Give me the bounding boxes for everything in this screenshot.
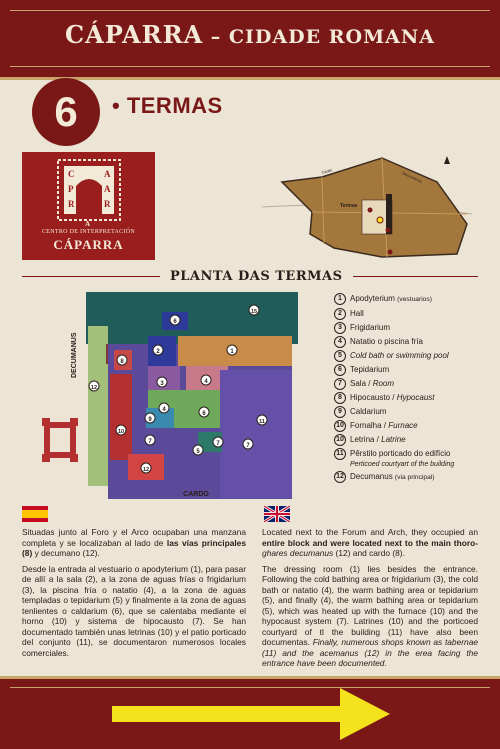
label-decumanus: DECUMANUS bbox=[71, 332, 78, 378]
room-label: 7 bbox=[246, 443, 250, 449]
direction-arrow-icon bbox=[112, 686, 392, 742]
legend-number: 6 bbox=[334, 364, 346, 376]
legend-item bbox=[334, 406, 494, 418]
section-number-badge: 6 bbox=[32, 78, 100, 146]
legend-number: 8 bbox=[334, 392, 346, 404]
room-label: 7 bbox=[216, 441, 220, 447]
map-label-termas: Termas bbox=[340, 203, 358, 209]
legend-number: 7 bbox=[334, 378, 346, 390]
legend-number: 9 bbox=[334, 406, 346, 418]
baths-floor-plan bbox=[38, 290, 300, 502]
location-map bbox=[262, 152, 472, 262]
legend-label: Frigidarium bbox=[350, 323, 391, 332]
legend-label: Tepidarium bbox=[350, 365, 390, 374]
legend-number: 10 bbox=[334, 420, 346, 432]
legend-item bbox=[334, 293, 494, 306]
legend-number: 1 bbox=[334, 293, 346, 305]
north-arrow-icon bbox=[444, 156, 450, 164]
page-title bbox=[0, 20, 500, 49]
title-main: CÁPARRA bbox=[65, 20, 204, 49]
english-text bbox=[262, 527, 478, 674]
legend-item bbox=[334, 392, 494, 404]
room-label: 7 bbox=[148, 439, 152, 445]
legend-item bbox=[334, 322, 494, 334]
room-label: 5 bbox=[196, 449, 200, 455]
es-paragraph-1: Situadas junto al Foro y el Arco ocupaban una manzana completa y se localizaban al lado de las vías principales (8) y decumano (12). bbox=[22, 527, 246, 558]
room-label: 1 bbox=[230, 349, 234, 355]
legend-number: 3 bbox=[334, 322, 346, 334]
plan-fragment-left bbox=[42, 418, 78, 462]
poi-marker bbox=[388, 250, 393, 255]
logo-subtitle: CENTRO DE INTERPRETACIÓN bbox=[41, 229, 136, 235]
legend-label: Hipocausto / Hypocaust bbox=[350, 393, 435, 402]
plan-title: PLANTA DAS TERMAS bbox=[160, 269, 353, 284]
legend-label: Caldarium bbox=[350, 407, 387, 416]
logo-letter: A bbox=[85, 220, 91, 228]
legend-label: Natatio o piscina fría bbox=[350, 337, 423, 346]
en-paragraph-2: The dressing room (1) lies besides the entrance. Following the cold bathing area or frigidarium (3), the cold bath or natatio (4), the warm bathing area or tepidarium (5), and finally (4), the warm bathing area or tepidarium (5), which was heated up with the furnace (10) and the hypocaust system (7). Latrines (10) and the porticoed courtyard of tl the building (11) have also been documentas. Finally, numerous shops known as tabernae (11) and the acemanus (12) in the erea facing the entrance have been documented. bbox=[262, 563, 479, 668]
room-label: 15 bbox=[250, 309, 258, 315]
title-separator: – bbox=[203, 26, 229, 48]
room-11 bbox=[220, 370, 292, 498]
section-title: • TERMAS bbox=[112, 93, 223, 118]
es-paragraph-2: Desde la entrada al vestuario o apodyterium (1), para pasar de allí a la sala (2), a la zona de aguas frías o frigidarium (3), la piscina fría o natatio (4), a la zona de aguas templadas o tepidarium (5) y finalmente a la zona de aguas tenlientes o caldarium (6), que se calentaba mediante el horno (10) y sistema de hipocausto (7). Se han documentado también unas letrinas (10) y el patio porticado del conjunto (11), se documentaron numerosos locales comerciales. bbox=[22, 563, 246, 658]
legend-number: 2 bbox=[334, 308, 346, 320]
poi-marker bbox=[386, 228, 391, 233]
legend-number: 5 bbox=[334, 350, 346, 362]
room-label: 4 bbox=[162, 407, 166, 413]
poi-marker bbox=[368, 208, 373, 213]
legend-label: Letrina / Latrine bbox=[350, 435, 406, 444]
room-label: 11 bbox=[259, 419, 265, 425]
logo-letter: R bbox=[68, 199, 75, 209]
legend-number: 11 bbox=[334, 448, 346, 460]
uk-flag-icon bbox=[264, 506, 290, 522]
room-label: 9 bbox=[148, 417, 152, 423]
legend-label: Hall bbox=[350, 309, 364, 318]
map-label-decumanus: Decumanus bbox=[401, 170, 424, 184]
room-label: 2 bbox=[156, 349, 160, 355]
legend-item bbox=[334, 434, 494, 446]
legend-number: 4 bbox=[334, 336, 346, 348]
interpretation-center-logo bbox=[22, 152, 155, 260]
legend-item bbox=[334, 336, 494, 348]
legend-label: Pêrstilo porticado do edifício Perticoed courtyart of the building bbox=[350, 449, 455, 468]
room-hypocaust bbox=[110, 374, 132, 460]
room-label: 6 bbox=[202, 411, 206, 417]
logo-letter: C bbox=[68, 169, 75, 179]
legend-item bbox=[334, 364, 494, 376]
legend-label: Cold bath or swimming pool bbox=[350, 351, 449, 360]
room-label: 6 bbox=[173, 319, 177, 325]
logo-letter: R bbox=[104, 199, 111, 209]
legend-item bbox=[334, 350, 494, 362]
legend-label: Fornalha / Furnace bbox=[350, 421, 418, 430]
room-label: 12 bbox=[142, 467, 150, 473]
title-sub: CIDADE ROMANA bbox=[228, 26, 435, 48]
room-label: 10 bbox=[117, 429, 125, 435]
legend-label: Sala / Room bbox=[350, 379, 395, 388]
arch-logo-icon bbox=[22, 152, 155, 232]
legend-item bbox=[334, 420, 494, 432]
you-are-here-marker bbox=[377, 217, 383, 223]
logo-letter: A bbox=[104, 169, 111, 179]
logo-letter: P bbox=[68, 184, 74, 194]
legend-label: Decumanus (via principal) bbox=[350, 472, 435, 481]
legend-item bbox=[334, 308, 494, 320]
legend-number: 12 bbox=[334, 471, 346, 483]
en-paragraph-1: Located next to the Forum and Arch, they occupied an entire block and were located next to the main thoro-ghares decumanus (12) and cardo (8). bbox=[262, 527, 478, 558]
room-label: 8 bbox=[120, 359, 124, 365]
room-label: 12 bbox=[90, 385, 98, 391]
header-banner bbox=[0, 0, 500, 80]
legend-item bbox=[334, 471, 494, 484]
legend-item bbox=[334, 448, 494, 469]
logo-letter: A bbox=[104, 184, 111, 194]
spanish-text bbox=[22, 527, 246, 663]
room-label: 3 bbox=[160, 381, 164, 387]
legend-number: 10 bbox=[334, 434, 346, 446]
map-label-cardo: Cardo bbox=[320, 167, 333, 175]
label-cardo: CARDO bbox=[183, 491, 209, 498]
room-label: 4 bbox=[204, 379, 208, 385]
logo-name: CÁPARRA bbox=[53, 237, 124, 252]
legend-item bbox=[334, 378, 494, 390]
room-decumanus-strip bbox=[88, 326, 108, 486]
legend-label: Apodyterium (vestuarios) bbox=[350, 294, 432, 303]
plan-legend bbox=[334, 293, 494, 486]
spanish-flag-icon bbox=[22, 506, 48, 522]
